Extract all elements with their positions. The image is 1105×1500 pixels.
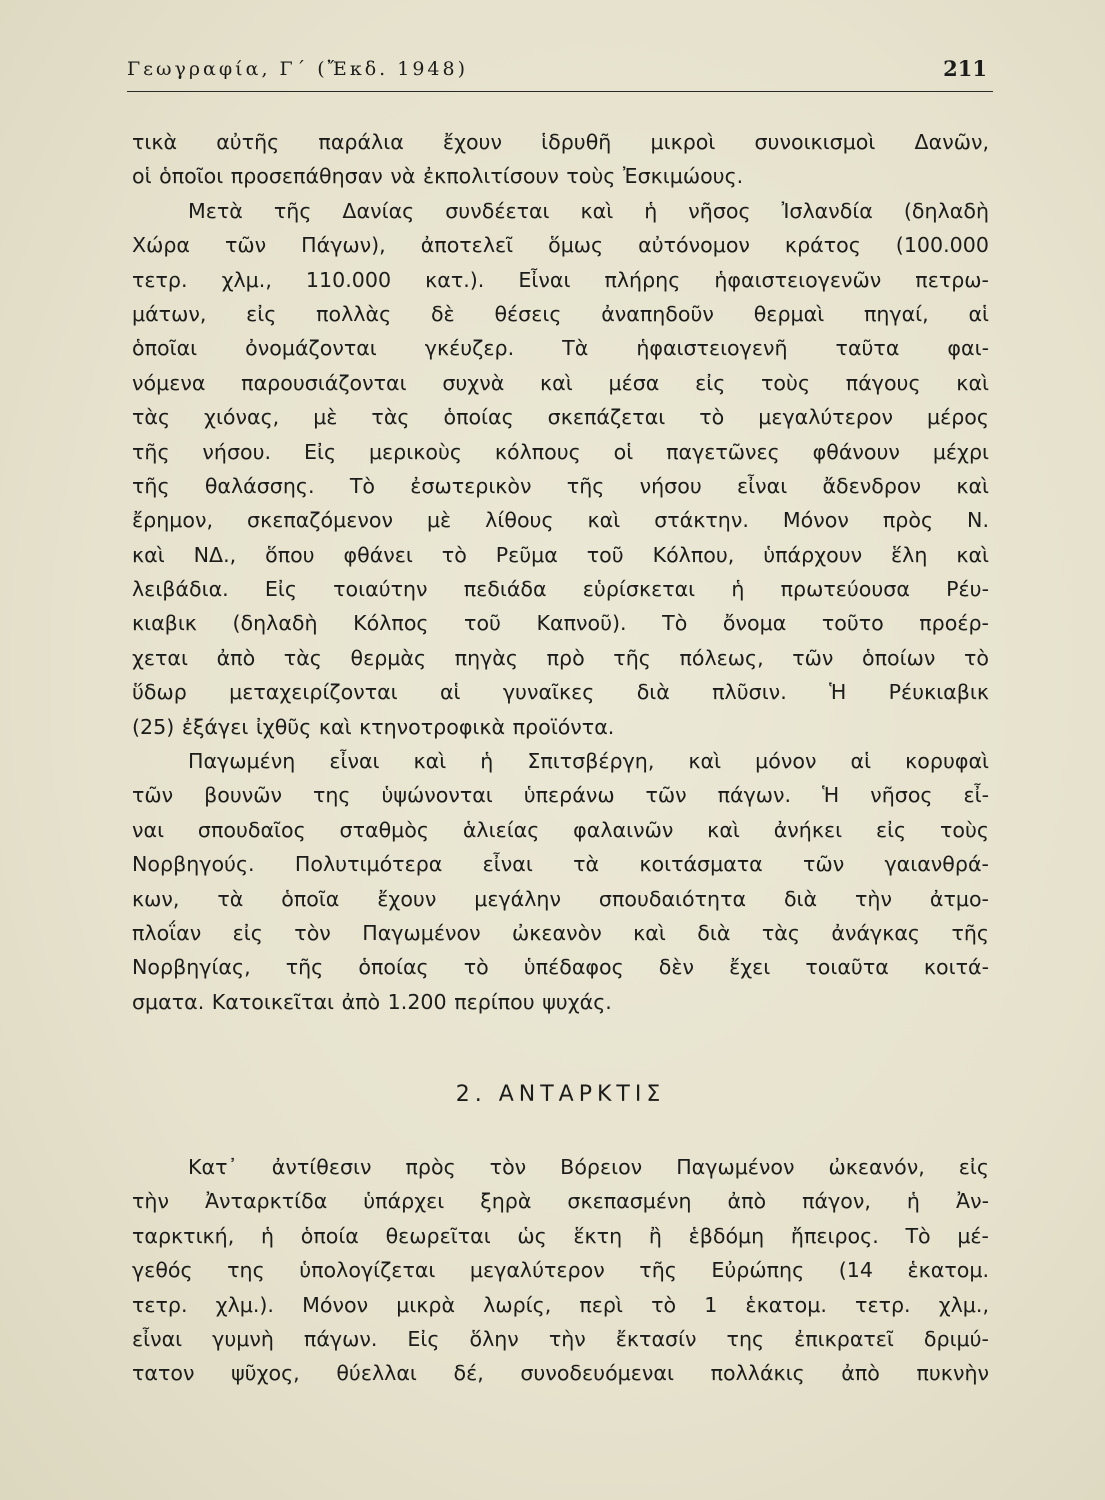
text-line: (25) ἐξάγει ἰχθῦς καὶ κτηνοτροφικὰ προϊόντα. <box>132 714 615 739</box>
text-line: τὰς χιόνας, μὲ τὰς ὁποίας σκεπάζεται τὸ μεγαλύτερον μέρος <box>132 405 989 430</box>
text-line: ταρκτική, ἡ ὁποία θεωρεῖται ὡς ἕκτη ἢ ἑβδόμη ἤπειρος. Τὸ μέ- <box>132 1223 989 1248</box>
text-line: ἔρημον, σκεπαζόμενον μὲ λίθους καὶ στάκτην. Μόνον πρὸς Ν. <box>132 508 989 533</box>
text-line: κιαβικ (δηλαδὴ Κόλπος τοῦ Καπνοῦ). Τὸ ὄνομα τοῦτο προέρ- <box>132 611 989 636</box>
section-text <box>132 1150 989 1391</box>
running-title: Γεωγραφία, Γ΄ (Ἔκδ. 1948) <box>127 58 468 80</box>
body-text <box>132 125 989 1019</box>
text-line: μάτων, εἰς πολλὰς δὲ θέσεις ἀναπηδοῦν θερμαὶ πηγαί, αἱ <box>132 301 989 326</box>
text-line: τατον ψῦχος, θύελλαι δέ, συνοδευόμεναι πολλάκις ἀπὸ πυκνὴν <box>132 1361 989 1386</box>
text-line: γεθός της ὑπολογίζεται μεγαλύτερον τῆς Εὐρώπης (14 ἑκατομ. <box>132 1258 989 1283</box>
page-number: 211 <box>943 56 987 81</box>
text-line: τετρ. χλμ.). Μόνον μικρὰ λωρίς, περὶ τὸ 1 ἑκατομ. τετρ. χλμ., <box>132 1292 989 1317</box>
text-line: Νορβηγίας, τῆς ὁποίας τὸ ὑπέδαφος δὲν ἔχει τοιαῦτα κοιτά- <box>132 955 989 980</box>
text-line: τικὰ αὐτῆς παράλια ἔχουν ἱδρυθῆ μικροὶ συνοικισμοὶ Δανῶν, <box>132 130 989 154</box>
text-line: χεται ἀπὸ τὰς θερμὰς πηγὰς πρὸ τῆς πόλεως, τῶν ὁποίων τὸ <box>132 645 989 670</box>
text-line: εἶναι γυμνὴ πάγων. Εἰς ὅλην τὴν ἔκτασίν της ἐπικρατεῖ δριμύ- <box>132 1326 989 1351</box>
text-line: κων, τὰ ὁποῖα ἔχουν μεγάλην σπουδαιότητα διὰ τὴν ἀτμο- <box>132 886 989 911</box>
text-line: οἱ ὁποῖοι προσεπάθησαν νὰ ἐκπολιτίσουν τοὺς Ἐσκιμώους. <box>132 164 744 189</box>
text-line: τῶν βουνῶν της ὑψώνονται ὑπεράνω τῶν πάγων. Ἡ νῆσος εἶ- <box>132 783 989 808</box>
header-rule <box>127 91 993 92</box>
text-line: Χώρα τῶν Πάγων), ἀποτελεῖ ὅμως αὐτόνομον κράτος (100.000 <box>132 233 989 258</box>
text-line: Παγωμένη εἶναι καὶ ἡ Σπιτσβέργη, καὶ μόνον αἱ κορυφαὶ <box>188 749 989 774</box>
text-line: τετρ. χλμ., 110.000 κατ.). Εἶναι πλήρης ἡφαιστειογενῶν πετρω- <box>132 267 989 292</box>
text-line: πλοΐαν εἰς τὸν Παγωμένον ὠκεανὸν καὶ διὰ τὰς ἀνάγκας τῆς <box>132 920 989 945</box>
text-line: Μετὰ τῆς Δανίας συνδέεται καὶ ἡ νῆσος Ἰσλανδία (δηλαδὴ <box>188 198 989 223</box>
text-line: Κατ᾿ ἀντίθεσιν πρὸς τὸν Βόρειον Παγωμένον ὠκεανόν, εἰς <box>188 1155 989 1179</box>
text-line: ὕδωρ μεταχειρίζονται αἱ γυναῖκες διὰ πλῦσιν. Ἡ Ρέυκιαβικ <box>132 680 989 705</box>
text-line: Νορβηγούς. Πολυτιμότερα εἶναι τὰ κοιτάσματα τῶν γαιανθρά- <box>132 852 989 877</box>
page-header <box>127 52 993 92</box>
text-line: τῆς νήσου. Εἰς μερικοὺς κόλπους οἱ παγετῶνες φθάνουν μέχρι <box>132 439 989 464</box>
text-line: καὶ ΝΔ., ὅπου φθάνει τὸ Ρεῦμα τοῦ Κόλπου, ὑπάρχουν ἕλη καὶ <box>132 542 989 567</box>
text-line: τῆς θαλάσσης. Τὸ ἐσωτερικὸν τῆς νήσου εἶναι ἄδενδρον καὶ <box>132 473 989 498</box>
text-line: νόμενα παρουσιάζονται συχνὰ καὶ μέσα εἰς τοὺς πάγους καὶ <box>132 370 989 395</box>
text-line: τὴν Ἀνταρκτίδα ὑπάρχει ξηρὰ σκεπασμένη ἀπὸ πάγον, ἡ Ἀν- <box>132 1189 989 1214</box>
section-heading: 2. ΑΝΤΑΡΚΤΙΣ <box>455 1082 666 1107</box>
text-line: σματα. Κατοικεῖται ἀπὸ 1.200 περίπου ψυχάς. <box>132 989 612 1014</box>
text-line: λειβάδια. Εἰς τοιαύτην πεδιάδα εὑρίσκεται ἡ πρωτεύουσα Ρέυ- <box>132 577 989 602</box>
text-line: ναι σπουδαῖος σταθμὸς ἁλιείας φαλαινῶν καὶ ἀνήκει εἰς τοὺς <box>132 817 989 842</box>
text-line: ὁποῖαι ὀνομάζονται γκέυζερ. Τὰ ἡφαιστειογενῆ ταῦτα φαι- <box>132 336 989 361</box>
